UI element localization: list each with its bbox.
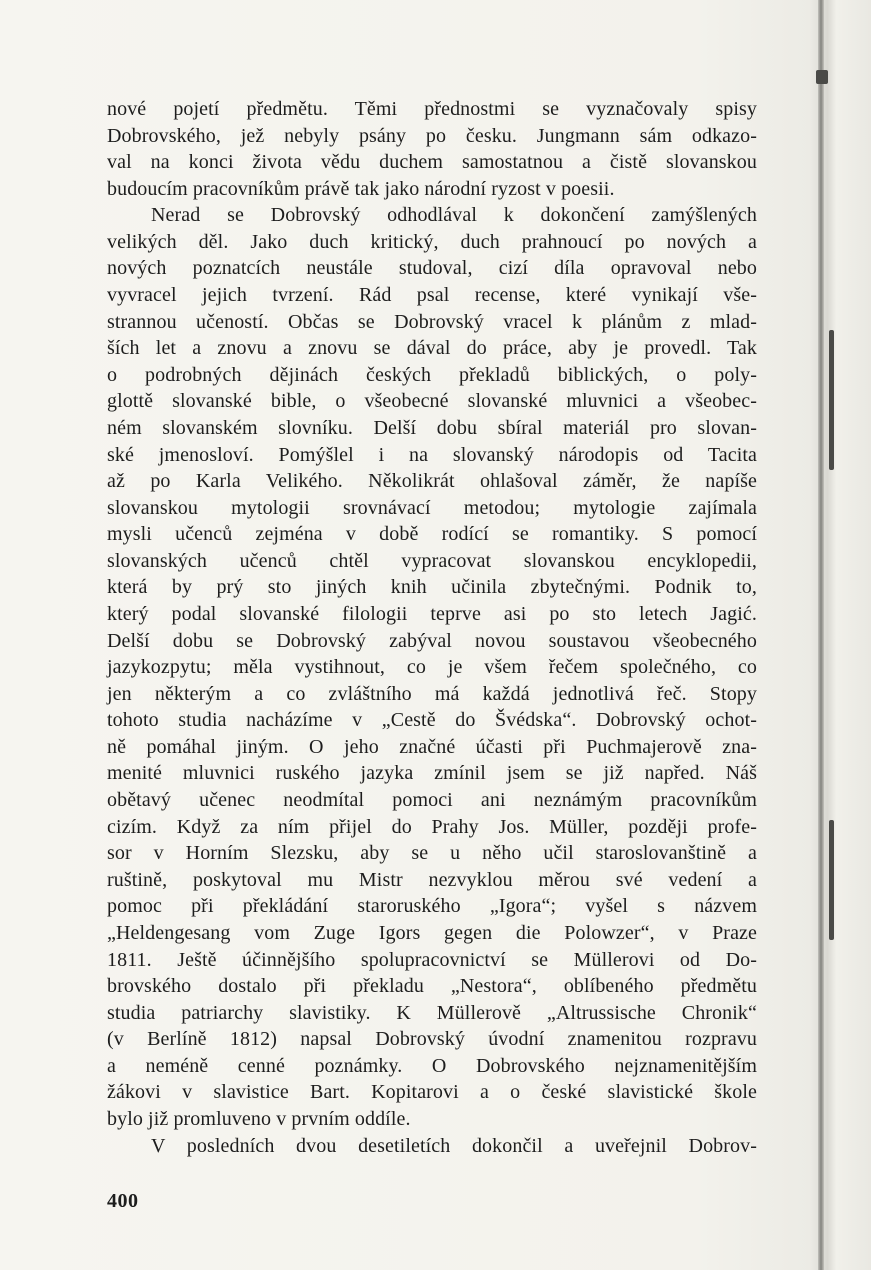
text-line: vyvracel jejich tvrzení. Rád psal recense, které vynikají vše- bbox=[107, 284, 757, 307]
text-line: val na konci života vědu duchem samostatnou a čistě slovanskou bbox=[107, 151, 757, 174]
binding-mark bbox=[816, 70, 828, 84]
text-line: Delší dobu se Dobrovský zabýval novou soustavou všeobecného bbox=[107, 629, 757, 652]
text-line: jazykozpytu; měla vystihnout, co je všem řečem společného, co bbox=[107, 656, 757, 679]
text-line: strannou učeností. Občas se Dobrovský vracel k plánům z mlad- bbox=[107, 310, 757, 333]
text-line: obětavý učenec neodmítal pomoci ani neznámým pracovníkům bbox=[107, 789, 757, 812]
text-line: až po Karla Velikého. Několikrát ohlašoval záměr, že napíše bbox=[107, 470, 757, 493]
text-line: tohoto studia nacházíme v „Cestě do Švédska“. Dobrovský ochot- bbox=[107, 709, 757, 732]
text-line: ném slovanském slovníku. Delší dobu sbíral materiál pro slovan- bbox=[107, 416, 757, 439]
text-line: bylo již promluveno v prvním oddíle. bbox=[107, 1107, 411, 1130]
text-line: cizím. Když za ním přijel do Prahy Jos. Müller, později profe- bbox=[107, 815, 757, 838]
text-line: slovanských učenců chtěl vypracovat slovanskou encyklopedii, bbox=[107, 549, 757, 572]
page-number: 400 bbox=[107, 1190, 139, 1212]
text-line: mysli učenců zejména v době rodící se romantiky. S pomocí bbox=[107, 523, 757, 546]
text-line: Nerad se Dobrovský odhodlával k dokončení zamýšlených bbox=[151, 204, 757, 227]
text-line: slovanskou mytologii srovnávací metodou; mytologie zajímala bbox=[107, 496, 757, 519]
text-line: nových poznatcích neustále studoval, cizí díla opravoval nebo bbox=[107, 257, 757, 280]
text-line: brovského dostalo při překladu „Nestora“, oblíbeného předmětu bbox=[107, 975, 757, 998]
binding-mark bbox=[829, 330, 834, 470]
text-line: a neméně cenné poznámky. O Dobrovského nejznamenitějším bbox=[107, 1054, 757, 1077]
binding-mark bbox=[829, 820, 834, 940]
text-line: pomoc při překládání staroruského „Igora“; vyšel s názvem bbox=[107, 895, 757, 918]
text-line: sor v Horním Slezsku, aby se u něho učil staroslovanštině a bbox=[107, 842, 757, 865]
text-line: budoucím pracovníkům právě tak jako národní ryzost v poesii. bbox=[107, 177, 615, 200]
text-line: ších let a znovu a znovu se dával do práce, aby je provedl. Tak bbox=[107, 337, 757, 360]
text-line: ské jmenosloví. Pomýšlel i na slovanský národopis od Tacita bbox=[107, 443, 757, 466]
text-line: menité mluvnici ruského jazyka zmínil jsem se již napřed. Náš bbox=[107, 762, 757, 785]
text-line: studia patriarchy slavistiky. K Müllerově „Altrussische Chronik“ bbox=[107, 1001, 757, 1024]
text-line: „Heldengesang vom Zuge Igors gegen die Polowzer“, v Praze bbox=[107, 921, 757, 944]
text-line: žákovi v slavistice Bart. Kopitarovi a o české slavistické škole bbox=[107, 1081, 757, 1104]
text-line: 1811. Ještě účinnějšího spolupracovnictví se Müllerovi od Do- bbox=[107, 948, 757, 971]
text-line: který podal slovanské filologii teprve asi po sto letech Jagić. bbox=[107, 602, 757, 625]
text-line: nové pojetí předmětu. Těmi přednostmi se vyznačovaly spisy bbox=[107, 98, 757, 120]
text-line: glottě slovanské bible, o všeobecné slovanské mluvnici a všeobec- bbox=[107, 390, 757, 413]
page-binding-edge bbox=[818, 0, 824, 1270]
text-line: jen některým a co zvláštního má každá jednotlivá řeč. Stopy bbox=[107, 682, 757, 705]
text-line: která by prý sto jiných knih učinila zbytečnými. Podnik to, bbox=[107, 576, 757, 599]
text-line: velikých děl. Jako duch kritický, duch prahnoucí po nových a bbox=[107, 230, 757, 253]
body-text bbox=[107, 96, 757, 1159]
text-line: Dobrovského, jež nebyly psány po česku. Jungmann sám odkazo- bbox=[107, 124, 757, 147]
text-line: (v Berlíně 1812) napsal Dobrovský úvodní znamenitou rozpravu bbox=[107, 1028, 757, 1051]
text-line: ruštině, poskytoval mu Mistr nezvyklou měrou své vedení a bbox=[107, 868, 757, 891]
text-line: ně pomáhal jiným. O jeho značné účasti při Puchmajerově zna- bbox=[107, 735, 757, 758]
text-line: o podrobných dějinách českých překladů biblických, o poly- bbox=[107, 363, 757, 386]
text-line: V posledních dvou desetiletích dokončil a uveřejnil Dobrov- bbox=[151, 1134, 757, 1157]
